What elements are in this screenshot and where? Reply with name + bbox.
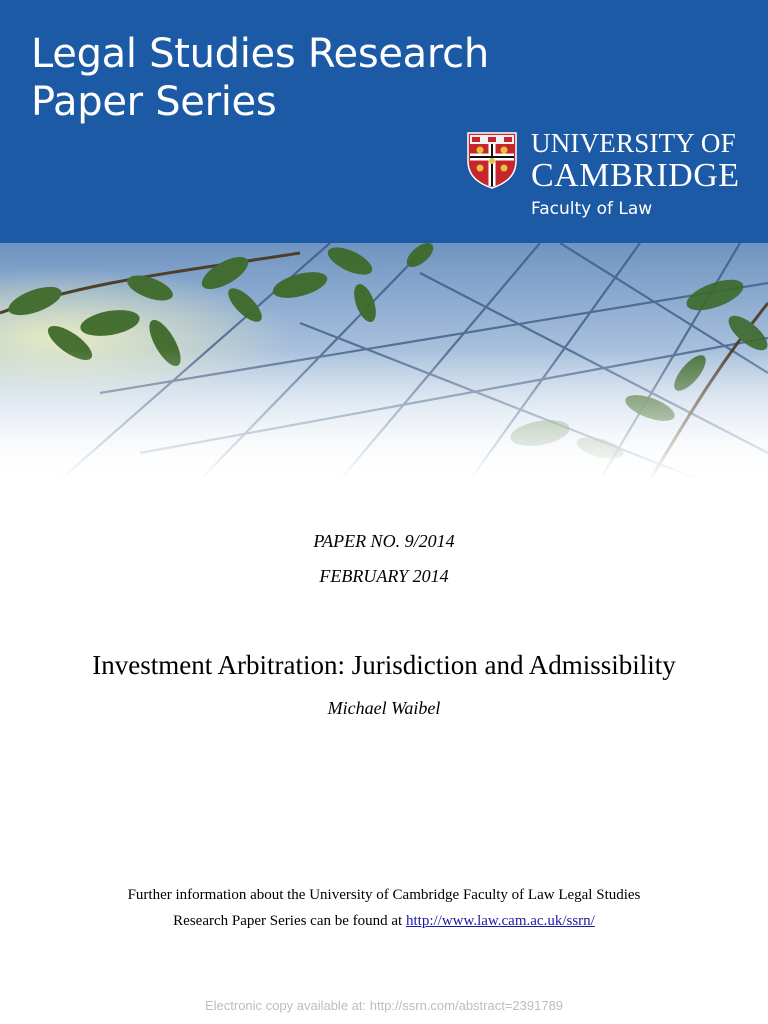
paper-title: Investment Arbitration: Jurisdiction and Admissibility — [92, 650, 676, 680]
further-info-line1: Further information about the University of Cambridge Faculty of Law Legal Studies — [127, 887, 641, 903]
cover-photo-glass-roof-leaves — [0, 243, 768, 480]
university-line1: UNIVERSITY OF — [531, 128, 736, 158]
paper-number: PAPER NO. 9/2014 — [313, 531, 455, 551]
series-title-line2: Paper Series — [31, 79, 277, 125]
further-info-line2-text: Research Paper Series can be found at — [173, 913, 403, 929]
series-title — [31, 30, 489, 126]
electronic-copy-footer: Electronic copy available at: http://ssrn.com/abstract=2391789 — [204, 998, 564, 1013]
paper-date: FEBRUARY 2014 — [319, 566, 449, 586]
university-logo-text — [531, 128, 740, 220]
further-info-line2 — [0, 908, 768, 934]
series-title-line1: Legal Studies Research — [31, 31, 489, 77]
series-header-banner — [0, 0, 768, 243]
university-line2: CAMBRIDGE — [531, 157, 740, 194]
cambridge-crest-icon — [466, 131, 518, 189]
further-information — [0, 882, 768, 934]
paper-author: Michael Waibel — [327, 698, 441, 718]
ssrn-series-link[interactable]: http://www.law.cam.ac.uk/ssrn/ — [405, 913, 595, 929]
faculty-name: Faculty of Law — [531, 199, 653, 219]
